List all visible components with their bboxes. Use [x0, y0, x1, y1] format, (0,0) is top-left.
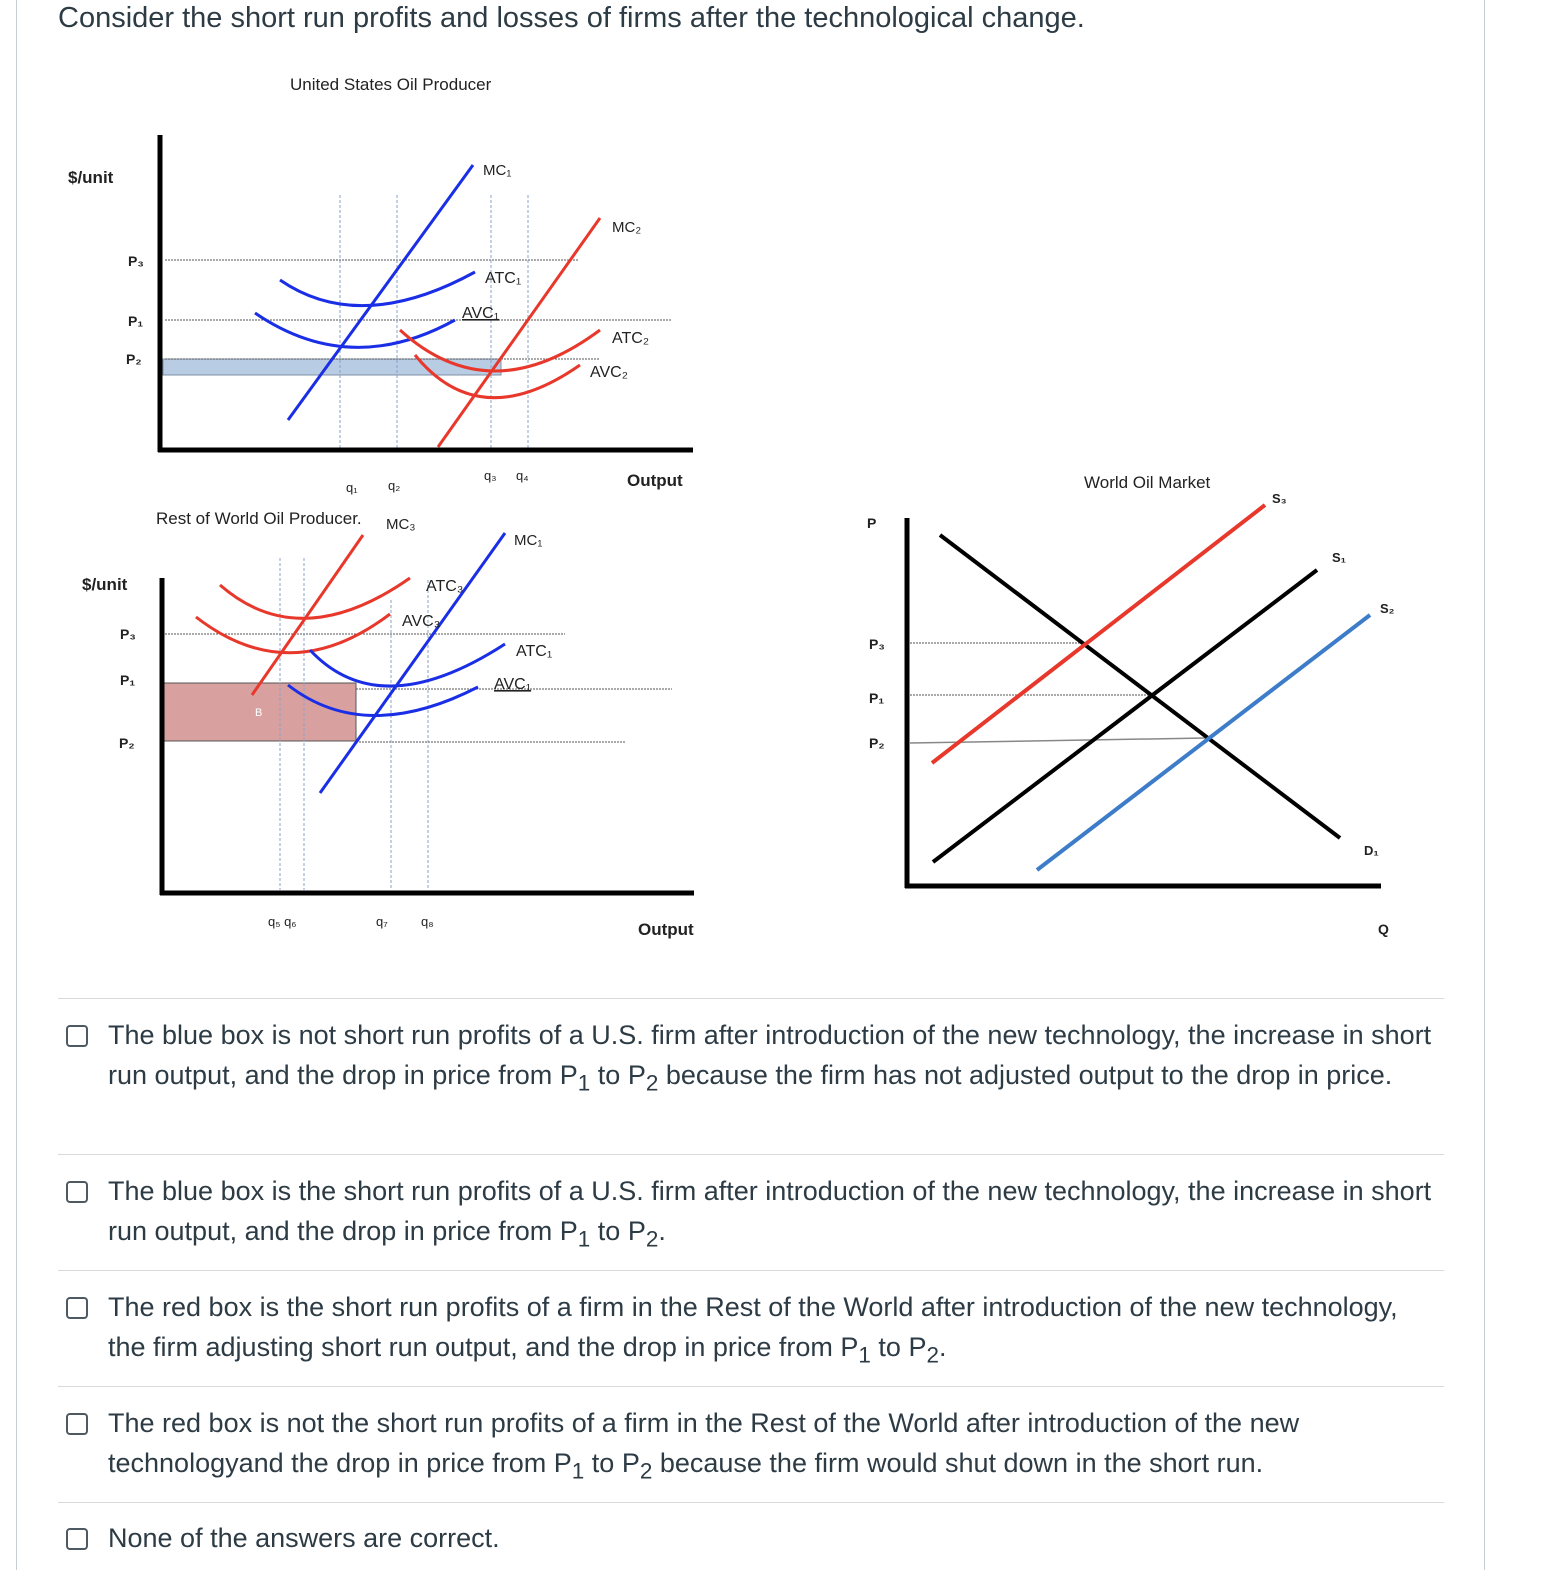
- market-s1-label: S₁: [1332, 550, 1347, 565]
- us-q2-label: q₂: [388, 478, 401, 493]
- market-supply-s3: [932, 505, 1265, 763]
- us-atc2-label: ATC₂: [612, 330, 650, 347]
- answer-option-1[interactable]: [66, 1015, 1446, 1103]
- answer-option-3[interactable]: [66, 1287, 1446, 1375]
- answer-1-checkbox[interactable]: [66, 1025, 88, 1047]
- us-atc1-curve: [280, 272, 475, 306]
- answer-2-text[interactable]: The blue box is the short run profits of a U.S. firm after introduction of the new technology, the increase in short run output, and the drop in price from $P_1$ to $P_2$.: [108, 1176, 1432, 1252]
- answer-5-text[interactable]: None of the answers are correct.: [108, 1523, 500, 1553]
- answer-4-checkbox[interactable]: [66, 1413, 88, 1435]
- us-producer-chart: [68, 75, 693, 495]
- market-p2-label: P₂: [869, 735, 885, 751]
- row-avc3-label: AVC₃: [402, 613, 441, 630]
- row-box-label: B: [255, 707, 263, 719]
- us-avc2-label: AVC₂: [590, 364, 628, 381]
- row-mc3-label: MC₃: [386, 516, 416, 533]
- row-q5-q6-label: q₅ q₆: [268, 914, 297, 929]
- divider: [58, 1386, 1444, 1387]
- answer-3-text[interactable]: The red box is the short run profits of a firm in the Rest of the World after introduction of the new technology, the firm adjusting short run output, and the drop in price from $P_1$ to $P_2$.: [108, 1292, 1398, 1368]
- us-chart-title: United States Oil Producer: [290, 75, 492, 94]
- row-x-axis-label: Output: [638, 920, 694, 939]
- row-p1-label: P₁: [120, 672, 136, 688]
- answer-3-checkbox[interactable]: [66, 1297, 88, 1319]
- market-d1-label: D₁: [1364, 843, 1379, 858]
- row-q8-label: q₈: [421, 914, 434, 929]
- world-market-chart: [867, 473, 1395, 937]
- row-atc1-curve: [310, 644, 505, 686]
- market-y-axis-label: P: [867, 515, 877, 531]
- answer-option-2[interactable]: [66, 1171, 1446, 1259]
- row-q7-label: q₇: [376, 914, 388, 929]
- us-mc2-label: MC₂: [612, 219, 642, 236]
- us-y-axis-label: $/unit: [68, 168, 114, 187]
- divider: [58, 1154, 1444, 1155]
- market-p2-line: [910, 738, 1206, 743]
- divider: [58, 1270, 1444, 1271]
- market-s3-label: S₃: [1272, 491, 1287, 506]
- market-p3-label: P₃: [869, 636, 885, 652]
- row-producer-chart: [82, 509, 694, 939]
- answer-2-checkbox[interactable]: [66, 1181, 88, 1203]
- question-text: Consider the short run profits and losses of firms after the technological change.: [58, 2, 1085, 34]
- us-atc1-label: ATC₁: [485, 270, 522, 287]
- row-y-axis-label: $/unit: [82, 575, 128, 594]
- row-avc1-label: AVC₁: [494, 676, 532, 693]
- us-p3-label: P₃: [128, 253, 144, 269]
- us-q1-label: q₁: [346, 480, 358, 495]
- answer-1-text[interactable]: The blue box is not short run profits of a U.S. firm after introduction of the new technology, the increase in short run output, and the drop in price from $P_1$ to $P_2$ because the firm has not adjusted output to the drop in price.: [108, 1020, 1432, 1096]
- us-mc2-curve: [438, 218, 600, 447]
- us-p1-label: P₁: [128, 313, 144, 329]
- row-chart-title: Rest of World Oil Producer.: [156, 509, 362, 528]
- us-mc1-label: MC₁: [483, 162, 512, 179]
- row-mc1-curve: [320, 533, 505, 793]
- answer-5-checkbox[interactable]: [66, 1528, 88, 1550]
- divider: [58, 1502, 1444, 1503]
- row-atc3-curve: [220, 578, 410, 618]
- market-x-axis-label: Q: [1378, 921, 1389, 937]
- us-q4-label: q₄: [516, 468, 529, 483]
- row-mc1-label: MC₁: [514, 532, 543, 549]
- market-p1-label: P₁: [869, 690, 885, 706]
- row-atc1-label: ATC₁: [516, 643, 553, 660]
- us-q3-label: q₃: [484, 468, 497, 483]
- us-x-axis-label: Output: [627, 471, 683, 490]
- divider: [58, 998, 1444, 999]
- row-atc3-label: ATC₃: [426, 578, 464, 595]
- row-mc3-curve: [252, 535, 363, 695]
- us-p2-label: P₂: [126, 351, 142, 367]
- row-p2-label: P₂: [119, 735, 135, 751]
- market-chart-title: World Oil Market: [1084, 473, 1211, 492]
- row-p3-label: P₃: [120, 626, 136, 642]
- answer-4-text[interactable]: The red box is not the short run profits of a firm in the Rest of the World after introduction of the new technologyand the drop in price from $P_1$ to $P_2$ because the firm would shut down in the short run.: [108, 1408, 1300, 1484]
- us-avc1-label: AVC₁: [462, 305, 500, 322]
- answer-option-4[interactable]: [66, 1403, 1446, 1491]
- answer-option-5[interactable]: [66, 1518, 1446, 1558]
- market-s2-label: S₂: [1380, 601, 1395, 616]
